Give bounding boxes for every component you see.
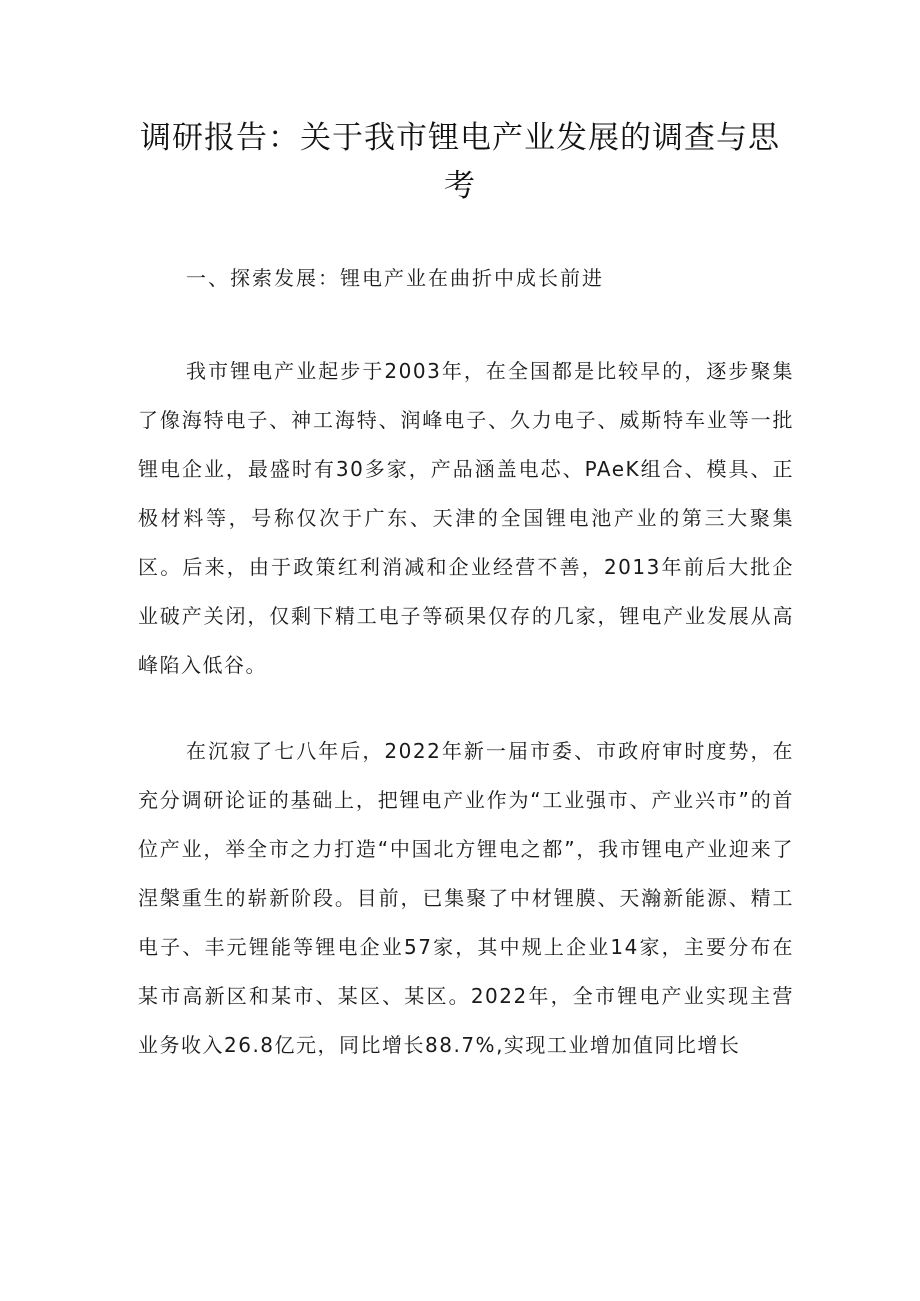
section-heading: 一、探索发展：锂电产业在曲折中成长前进 xyxy=(186,266,604,290)
document-title: 调研报告：关于我市锂电产业发展的调查与思考 xyxy=(140,120,780,204)
body-paragraph: 在沉寂了七八年后，2022年新一届市委、市政府审时度势，在充分调研论证的基础上，把锂电产业作为“工业强市、产业兴市”的首位产业，举全市之力打造“中国北方锂电之都”，我市锂电产业迎来了涅槃重生的崭新阶段。目前，已集聚了中材锂膜、天瀚新能源、精工电子、丰元锂能等锂电企业57家，其中规上企业14家，主要分布在某市高新区和某市、某区、某区。2022年，全市锂电产业实现主营业务收入26.8亿元，同比增长88.7%,实现工业增加值同比增长 xyxy=(138,739,794,1057)
body-paragraph: 我市锂电产业起步于2003年，在全国都是比较早的，逐步聚集了像海特电子、神工海特、润峰电子、久力电子、威斯特车业等一批锂电企业，最盛时有30多家，产品涵盖电芯、PAeK组合、模具、正极材料等，号称仅次于广东、天津的全国锂电池产业的第三大聚集区。后来，由于政策红利消减和企业经营不善，2013年前后大批企业破产关闭，仅剩下精工电子等硕果仅存的几家，锂电产业发展从高峰陷入低谷。 xyxy=(138,359,794,677)
